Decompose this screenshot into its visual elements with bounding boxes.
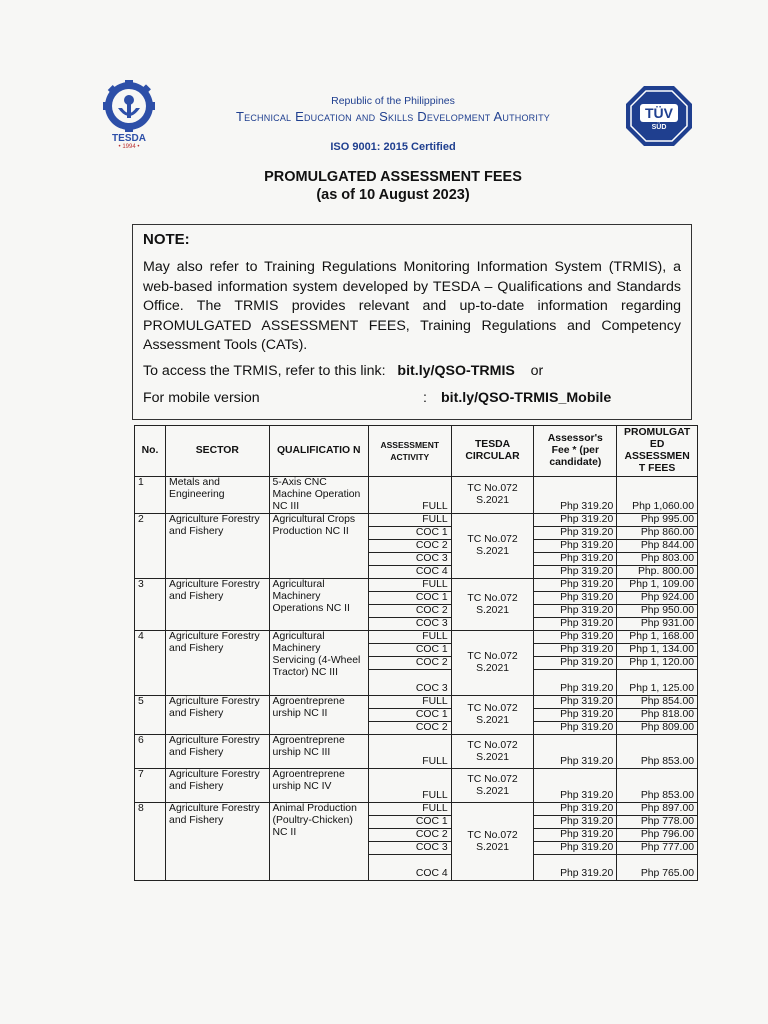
table-row bbox=[135, 735, 698, 769]
row-activity: FULL bbox=[368, 696, 451, 709]
row-assessor-fee: Php 319.20 bbox=[534, 657, 617, 670]
row-activity: COC 2 bbox=[368, 829, 451, 842]
row-sector: Agriculture Forestry and Fishery bbox=[166, 579, 269, 631]
tuv-logo-text: TÜV bbox=[645, 105, 673, 121]
row-activity: FULL bbox=[368, 579, 451, 592]
table-row bbox=[135, 477, 698, 514]
row-circular: TC No.072 S.2021 bbox=[451, 477, 534, 514]
row-assessor-fee: Php 319.20 bbox=[534, 842, 617, 855]
row-qualification: Animal Production (Poultry-Chicken) NC II bbox=[269, 803, 368, 881]
table-row bbox=[135, 514, 698, 527]
mobile-row bbox=[143, 389, 681, 409]
row-total-fee: Php 853.00 bbox=[617, 769, 698, 803]
row-total-fee: Php 765.00 bbox=[617, 855, 698, 881]
row-activity: COC 1 bbox=[368, 816, 451, 829]
col-header-assessor-fee: Assessor's Fee * (per candidate) bbox=[534, 426, 617, 477]
row-activity: FULL bbox=[368, 514, 451, 527]
table-row bbox=[135, 579, 698, 592]
note-box bbox=[132, 224, 692, 420]
row-assessor-fee: Php 319.20 bbox=[534, 514, 617, 527]
col-header-sector: SECTOR bbox=[166, 426, 269, 477]
row-activity: COC 4 bbox=[368, 855, 451, 881]
row-number: 8 bbox=[135, 803, 166, 881]
row-activity: FULL bbox=[368, 631, 451, 644]
row-circular: TC No.072 S.2021 bbox=[451, 579, 534, 631]
row-activity: COC 1 bbox=[368, 644, 451, 657]
row-activity: COC 4 bbox=[368, 566, 451, 579]
row-total-fee: Php 777.00 bbox=[617, 842, 698, 855]
row-assessor-fee: Php 319.20 bbox=[534, 618, 617, 631]
row-number: 7 bbox=[135, 769, 166, 803]
row-circular: TC No.072 S.2021 bbox=[451, 631, 534, 696]
row-assessor-fee: Php 319.20 bbox=[534, 803, 617, 816]
row-activity: COC 3 bbox=[368, 842, 451, 855]
row-total-fee: Php 860.00 bbox=[617, 527, 698, 540]
table-header-row bbox=[135, 426, 698, 477]
row-total-fee: Php 995.00 bbox=[617, 514, 698, 527]
row-assessor-fee: Php 319.20 bbox=[534, 855, 617, 881]
row-qualification: Agricultural Machinery Servicing (4-Wheel Tractor) NC III bbox=[269, 631, 368, 696]
row-number: 2 bbox=[135, 514, 166, 579]
trmis-link[interactable]: bit.ly/QSO-TRMIS bbox=[397, 362, 515, 379]
row-total-fee: Php. 800.00 bbox=[617, 566, 698, 579]
row-activity: FULL bbox=[368, 803, 451, 816]
row-assessor-fee: Php 319.20 bbox=[534, 540, 617, 553]
row-assessor-fee: Php 319.20 bbox=[534, 696, 617, 709]
row-circular: TC No.072 S.2021 bbox=[451, 803, 534, 881]
row-sector: Agriculture Forestry and Fishery bbox=[166, 631, 269, 696]
row-number: 4 bbox=[135, 631, 166, 696]
row-assessor-fee: Php 319.20 bbox=[534, 735, 617, 769]
row-circular: TC No.072 S.2021 bbox=[451, 769, 534, 803]
row-activity: COC 2 bbox=[368, 722, 451, 735]
row-number: 6 bbox=[135, 735, 166, 769]
row-total-fee: Php 1, 125.00 bbox=[617, 670, 698, 696]
row-total-fee: Php 796.00 bbox=[617, 829, 698, 842]
row-assessor-fee: Php 319.20 bbox=[534, 631, 617, 644]
row-total-fee: Php 853.00 bbox=[617, 735, 698, 769]
header-iso-certified: ISO 9001: 2015 Certified bbox=[330, 141, 456, 153]
row-assessor-fee: Php 319.20 bbox=[534, 592, 617, 605]
row-total-fee: Php 1, 109.00 bbox=[617, 579, 698, 592]
row-total-fee: Php 1, 134.00 bbox=[617, 644, 698, 657]
col-header-circular: TESDA CIRCULAR bbox=[451, 426, 534, 477]
row-sector: Agriculture Forestry and Fishery bbox=[166, 514, 269, 579]
row-activity: COC 3 bbox=[368, 670, 451, 696]
row-assessor-fee: Php 319.20 bbox=[534, 670, 617, 696]
document-title bbox=[0, 168, 768, 204]
row-qualification: Agroentreprene urship NC III bbox=[269, 735, 368, 769]
row-total-fee: Php 818.00 bbox=[617, 709, 698, 722]
row-qualification: 5-Axis CNC Machine Operation NC III bbox=[269, 477, 368, 514]
tuv-sud-logo bbox=[624, 84, 694, 148]
note-heading: NOTE: bbox=[143, 231, 190, 248]
row-sector: Metals and Engineering bbox=[166, 477, 269, 514]
row-qualification: Agroentreprene urship NC II bbox=[269, 696, 368, 735]
row-total-fee: Php 803.00 bbox=[617, 553, 698, 566]
tesda-logo-year: • 1994 • bbox=[118, 144, 140, 150]
row-assessor-fee: Php 319.20 bbox=[534, 816, 617, 829]
row-circular: TC No.072 S.2021 bbox=[451, 514, 534, 579]
header-agency-name: Technical Education and Skills Development Authority bbox=[236, 109, 550, 124]
table-row bbox=[135, 631, 698, 644]
row-assessor-fee: Php 319.20 bbox=[534, 553, 617, 566]
trmis-mobile-link[interactable]: bit.ly/QSO-TRMIS_Mobile bbox=[441, 389, 612, 406]
table-body bbox=[135, 477, 698, 881]
title-line-2: (as of 10 August 2023) bbox=[316, 187, 470, 203]
row-total-fee: Php 778.00 bbox=[617, 816, 698, 829]
row-activity: COC 1 bbox=[368, 592, 451, 605]
row-activity: COC 3 bbox=[368, 553, 451, 566]
row-activity: COC 2 bbox=[368, 657, 451, 670]
col-header-qualification: QUALIFICATIO N bbox=[269, 426, 368, 477]
title-line-1: PROMULGATED ASSESSMENT FEES bbox=[264, 169, 522, 185]
row-qualification: Agroentreprene urship NC IV bbox=[269, 769, 368, 803]
row-activity: COC 1 bbox=[368, 527, 451, 540]
row-total-fee: Php 854.00 bbox=[617, 696, 698, 709]
table-row bbox=[135, 803, 698, 816]
row-qualification: Agricultural Machinery Operations NC II bbox=[269, 579, 368, 631]
row-sector: Agriculture Forestry and Fishery bbox=[166, 769, 269, 803]
note-body: May also refer to Training Regulations Monitoring Information System (TRMIS), a web-based information system developed by TESDA – Qualifications and Standards Office. The TRMIS provides relevant and up-to-date information regarding PROMULGATED ASSESSMENT FEES, Training Regulations and Competency Assessment Tools (CATs). bbox=[143, 259, 681, 353]
row-assessor-fee: Php 319.20 bbox=[534, 722, 617, 735]
row-sector: Agriculture Forestry and Fishery bbox=[166, 696, 269, 735]
row-total-fee: Php 897.00 bbox=[617, 803, 698, 816]
row-number: 1 bbox=[135, 477, 166, 514]
row-assessor-fee: Php 319.20 bbox=[534, 769, 617, 803]
row-circular: TC No.072 S.2021 bbox=[451, 696, 534, 735]
access-row bbox=[143, 362, 681, 381]
tuv-logo-sub: SÜD bbox=[651, 124, 667, 131]
row-assessor-fee: Php 319.20 bbox=[534, 566, 617, 579]
row-activity: FULL bbox=[368, 769, 451, 803]
row-total-fee: Php 931.00 bbox=[617, 618, 698, 631]
row-activity: COC 1 bbox=[368, 709, 451, 722]
mobile-colon: : bbox=[423, 389, 427, 406]
row-activity: FULL bbox=[368, 477, 451, 514]
mobile-label: For mobile version bbox=[143, 389, 260, 406]
col-header-activity: ASSESSMENT ACTIVITY bbox=[368, 426, 451, 477]
col-header-total-fee: PROMULGAT ED ASSESSMEN T FEES bbox=[617, 426, 698, 477]
row-assessor-fee: Php 319.20 bbox=[534, 829, 617, 842]
row-total-fee: Php 1, 120.00 bbox=[617, 657, 698, 670]
row-assessor-fee: Php 319.20 bbox=[534, 579, 617, 592]
tesda-logo-text: TESDA bbox=[112, 133, 146, 144]
row-number: 3 bbox=[135, 579, 166, 631]
row-activity: COC 2 bbox=[368, 540, 451, 553]
row-qualification: Agricultural Crops Production NC II bbox=[269, 514, 368, 579]
row-circular: TC No.072 S.2021 bbox=[451, 735, 534, 769]
row-total-fee: Php 924.00 bbox=[617, 592, 698, 605]
header-republic: Republic of the Philippines bbox=[331, 95, 455, 107]
row-total-fee: Php 809.00 bbox=[617, 722, 698, 735]
row-assessor-fee: Php 319.20 bbox=[534, 709, 617, 722]
row-activity: FULL bbox=[368, 735, 451, 769]
row-sector: Agriculture Forestry and Fishery bbox=[166, 803, 269, 881]
table-row bbox=[135, 769, 698, 803]
or-text: or bbox=[530, 362, 544, 379]
access-text: To access the TRMIS, refer to this link: bbox=[143, 362, 386, 379]
row-sector: Agriculture Forestry and Fishery bbox=[166, 735, 269, 769]
row-activity: COC 2 bbox=[368, 605, 451, 618]
row-activity: COC 3 bbox=[368, 618, 451, 631]
row-total-fee: Php 1, 168.00 bbox=[617, 631, 698, 644]
row-assessor-fee: Php 319.20 bbox=[534, 527, 617, 540]
row-assessor-fee: Php 319.20 bbox=[534, 477, 617, 514]
row-total-fee: Php 1,060.00 bbox=[617, 477, 698, 514]
row-total-fee: Php 844.00 bbox=[617, 540, 698, 553]
row-assessor-fee: Php 319.20 bbox=[534, 605, 617, 618]
row-total-fee: Php 950.00 bbox=[617, 605, 698, 618]
col-header-no: No. bbox=[135, 426, 166, 477]
row-number: 5 bbox=[135, 696, 166, 735]
row-assessor-fee: Php 319.20 bbox=[534, 644, 617, 657]
table-row bbox=[135, 696, 698, 709]
assessment-fees-table bbox=[134, 425, 698, 881]
